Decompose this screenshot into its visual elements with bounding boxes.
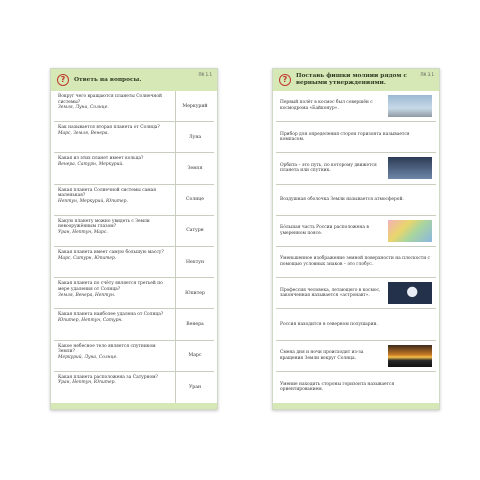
questions-card [50, 68, 218, 410]
statement-cell [276, 122, 436, 152]
answer-cell [176, 278, 214, 308]
answer-options: Земля, Венера, Нептун. [58, 292, 116, 298]
question-row [54, 247, 214, 278]
statement-text: Уменьшенное изображение земной поверхности на плоскости с помощью условных знаков – это глобус. [280, 256, 431, 268]
question-cell [54, 309, 176, 339]
statement-text: Первый полёт в космос был совершён с космодрома «Байконур». [280, 100, 373, 112]
statement-row [276, 185, 436, 216]
question-text: Какая планета наиболее удалена от Солнца? [58, 312, 164, 318]
statement-cell [276, 247, 436, 277]
statement-row [276, 153, 436, 184]
question-row [54, 278, 214, 309]
question-text: Какая планета по счёту является третьей по мере удаления от Солнца? [58, 281, 163, 292]
question-cell [54, 122, 176, 152]
question-text: Какая планета Солнечной системы самая маленькая? [58, 187, 157, 199]
question-text: Вокруг чего вращаются планеты Солнечной системы? [58, 94, 162, 105]
statement-text: Бóльшая часть России расположена в умеренном поясе. [280, 225, 369, 236]
statements-card [272, 68, 440, 410]
question-row [54, 185, 214, 216]
statement-cell [276, 153, 388, 183]
statement-text: Умение находить стороны горизонта называется ориентированием. [280, 381, 395, 393]
question-text: Какая планета имеет самую большую массу? [58, 249, 164, 255]
statement-row [276, 247, 436, 278]
answer-text: Нептун [185, 259, 205, 265]
statement-list [276, 91, 436, 403]
answer-options: Уран, Нептун, Юпитер. [58, 380, 116, 386]
statement-cell [276, 216, 388, 246]
statement-text: Профессия человека, летающего в космос, законченная называется «астронавт». [280, 287, 381, 299]
answer-cell [176, 372, 214, 403]
statement-row [276, 91, 436, 122]
card-footer [273, 403, 439, 409]
card-header [51, 69, 217, 91]
question-row [54, 341, 214, 372]
question-row [54, 216, 214, 247]
question-icon: ? [279, 74, 291, 86]
card-code: ПК 1.1 [198, 72, 212, 77]
answer-text: Венера [186, 321, 204, 327]
question-table [54, 91, 214, 403]
answer-cell [176, 153, 214, 183]
question-row [54, 91, 214, 122]
question-row [54, 372, 214, 403]
answer-text: Марс [188, 353, 202, 359]
statement-text: Орбита – это путь, по которому движется планета или спутник. [280, 162, 377, 174]
answer-cell [176, 341, 214, 371]
question-text: Какую планету можно увидеть с Земли невооружённым глазом? [58, 218, 150, 230]
question-cell [54, 216, 176, 246]
statement-row [276, 372, 436, 403]
question-cell [54, 91, 176, 121]
question-text: Какое небесное тело является спутником Земли? [58, 343, 156, 355]
statement-cell [276, 185, 436, 215]
answer-cell [176, 216, 214, 246]
question-cell [54, 341, 176, 371]
question-text: Какая из этих планет имеет кольца? [58, 156, 144, 162]
statement-text: Прибор для определения сторон горизонта называется компасом. [280, 131, 410, 143]
astronaut-image [388, 282, 432, 304]
answer-options: Венера, Сатурн, Меркурий. [58, 162, 124, 168]
question-text: Как называется вторая планета от Солнца? [58, 125, 160, 131]
question-cell [54, 372, 176, 403]
statement-row [276, 309, 436, 340]
map-of-russia-image [388, 220, 432, 242]
statement-cell [276, 278, 388, 308]
statement-row [276, 216, 436, 247]
question-text: Какая планета расположена за Сатурном? [58, 374, 158, 380]
answer-options: Юпитер, Нептун, Сатурн. [58, 318, 123, 324]
answer-text: Юпитер [185, 290, 205, 296]
statement-row [276, 278, 436, 309]
card-title: Поставь фишки молнии рядом с верными утверждениями. [296, 73, 407, 86]
answer-cell [176, 247, 214, 277]
question-row [54, 153, 214, 184]
question-icon: ? [57, 74, 69, 86]
question-cell [54, 153, 176, 183]
statement-text: Смена дня и ночи происходит из-за вращения Земли вокруг Солнца. [280, 349, 364, 361]
statement-text: Воздушная оболочка Земли называется атмосферой. [280, 196, 404, 202]
statement-cell [276, 91, 388, 121]
answer-options: Уран, Нептун, Марс. [58, 230, 108, 236]
answer-cell [176, 185, 214, 215]
statement-cell [276, 341, 388, 371]
card-title: Ответь на вопросы. [74, 76, 142, 83]
statement-row [276, 341, 436, 372]
sunset-image [388, 345, 432, 367]
card-code: ПК 3.1 [420, 72, 434, 77]
question-cell [54, 185, 176, 215]
answer-text: Сатурн [186, 228, 204, 234]
question-cell [54, 278, 176, 308]
card-header [273, 69, 439, 91]
answer-options: Меркурий, Луна, Солнце. [58, 354, 118, 360]
card-footer [51, 403, 217, 409]
answer-text: Земля [187, 165, 203, 171]
answer-text: Солнце [186, 197, 204, 203]
question-row [54, 309, 214, 340]
answer-options: Марс, Сатурн, Юпитер. [58, 255, 117, 261]
answer-text: Уран [188, 384, 202, 390]
answer-cell [176, 91, 214, 121]
statement-cell [276, 372, 436, 403]
question-row [54, 122, 214, 153]
statement-cell [276, 309, 436, 339]
rocket-launch-image [388, 95, 432, 117]
answer-options: Марс, Земля, Венера. [58, 130, 109, 136]
satellite-image [388, 157, 432, 179]
answer-options: Нептун, Меркурий, Юпитер. [58, 199, 128, 204]
answer-text: Луна [188, 134, 202, 140]
answer-cell [176, 309, 214, 339]
answer-text: Меркурий [182, 103, 208, 109]
statement-row [276, 122, 436, 153]
answer-cell [176, 122, 214, 152]
answer-options: Земля, Луна, Солнце. [58, 105, 109, 111]
question-cell [54, 247, 176, 277]
statement-text: Россия находится в северном полушарии. [280, 321, 378, 327]
